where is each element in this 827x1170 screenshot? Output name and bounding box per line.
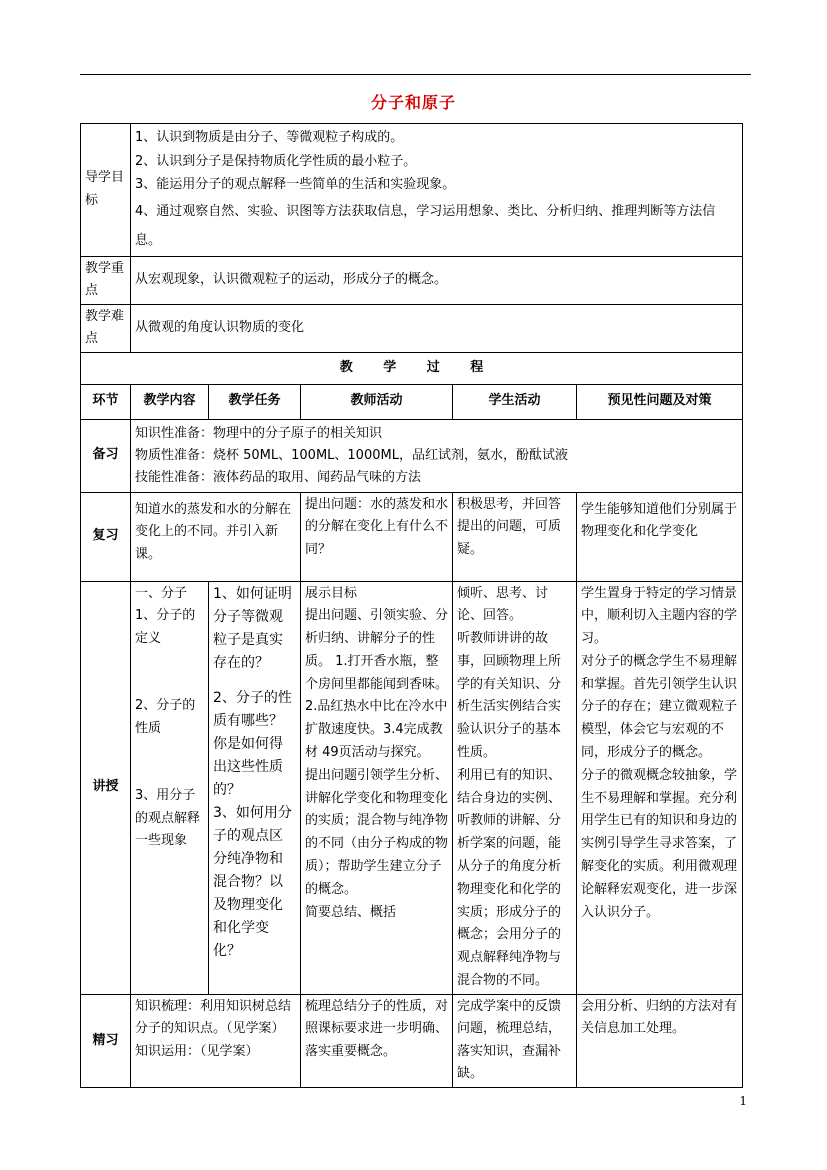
lesson-plan-table [80,123,743,1088]
goals-cell [131,124,743,257]
teach-tasks [209,581,301,994]
practice-student: 完成学案中的反馈问题，梳理总结，落实知识，查漏补缺。 [453,994,577,1087]
goals-row [81,124,743,257]
process-title-row [81,352,743,384]
key-row [81,256,743,304]
column-header: 教学任务 [209,384,301,419]
teach-content [131,581,209,994]
review-strategy: 学生能够知道他们分别属于物理变化和化学变化 [577,492,743,581]
stage-label: 讲授 [81,581,131,994]
student-item: 听教师讲讲的故事，回顾物理上所学的有关知识、分析生活实例结合实验认识分子的基本性质。 [457,631,562,761]
strategy-item: 对分子的概念学生不易理解和掌握。首先引领学生认识分子的存在；建立微观粒子模型，体会它与宏观的不同，形成分子的概念。 [581,653,738,761]
content-item: 1、分子的定义 [135,608,196,646]
teacher-item: 提出问题、引领实验、分析归纳、讲解分子的性质。 1.打开香水瓶，整个房间里都能闻到香味。 [305,608,449,692]
practice-row [81,994,743,1087]
goal-item: 1、认识到物质是由分子、等微观粒子构成的。 [135,130,404,145]
task-item: 1、如何证明分子等微观粒子是真实存在的？ [213,585,292,671]
review-teacher: 提出问题：水的蒸发和水的分解在变化上有什么不同？ [301,492,453,581]
teacher-item: 提出问题引领学生分析、讲解化学变化和物理变化的实质；混合物与纯净物的不同（由分子构成的物质）；帮助学生建立分子的概念。 [305,767,449,897]
teacher-item: 简要总结、概括 [305,904,397,920]
task-item: 2、分子的性质有哪些？你是如何得出这些性质的？ [213,689,292,798]
stage-label: 精习 [81,994,131,1087]
column-header: 预见性问题及对策 [577,384,743,419]
goal-item: 3、能运用分子的观点解释一些简单的生活和实验现象。 [135,177,456,192]
teacher-item: 展示目标 [305,585,358,601]
difficulty-row [81,304,743,352]
review-student: 积极思考，并回答提出的问题，可质疑。 [453,492,577,581]
page-title: 分子和原子 [370,93,456,112]
goal-item: 2、认识到分子是保持物质化学性质的最小粒子。 [135,153,417,169]
page-number: 1 [739,1094,747,1108]
key-label: 教学重点 [81,256,131,304]
prep-line: 知识性准备：物理中的分子原子的相关知识 [135,425,383,441]
process-title: 教 学 过 程 [81,352,743,384]
task-item: 3、如何用分子的观点区分纯净物和混合物？以及物理变化和化学变化？ [213,804,292,959]
header-rule [80,74,751,75]
content-item: 3、用分子的观点解释一些现象 [135,788,201,848]
stage-label: 备习 [81,419,131,492]
teach-student [453,581,577,994]
prep-line: 物质性准备：烧杯 50ML、100ML、1000ML，品红试剂，氨水，酚酞试液 [135,447,568,463]
column-header: 环节 [81,384,131,419]
strategy-item: 学生置身于特定的学习情景中，顺利切入主题内容的学习。 [581,585,738,647]
prep-cell [131,419,743,492]
practice-teacher: 梳理总结分子的性质，对照课标要求进一步明确、落实重要概念。 [301,994,453,1087]
column-header: 教学内容 [131,384,209,419]
teach-strategy [577,581,743,994]
content-heading: 一、分子 [135,585,188,601]
content-item: 2、分子的性质 [135,698,196,736]
prep-line: 技能性准备：液体药品的取用、闻药品气味的方法 [135,469,422,485]
practice-item: 知识运用：（见学案） [135,1043,259,1059]
difficulty-text: 从微观的角度认识物质的变化 [131,304,743,352]
goals-label: 导学目标 [81,124,131,257]
stage-label: 复习 [81,492,131,581]
review-row [81,492,743,581]
teacher-item: 2.品红热水中比在冷水中扩散速度快。3.4完成教材 49页活动与探究。 [305,699,448,761]
strategy-item: 分子的微观概念较抽象，学生不易理解和掌握。充分利用学生已有的知识和身边的实例引导学生寻求答案，了解变化的实质。利用微观理论解释宏观变化，进一步深入认识分子。 [581,767,738,920]
teach-row [81,581,743,994]
practice-strategy: 会用分析、归纳的方法对有关信息加工处理。 [577,994,743,1087]
practice-content [131,994,301,1087]
practice-item: 知识梳理：利用知识树总结分子的知识点。（见学案） [135,998,292,1037]
column-header-row [81,384,743,419]
key-text: 从宏观现象，认识微观粒子的运动，形成分子的概念。 [131,256,743,304]
review-content: 知道水的蒸发和水的分解在变化上的不同。并引入新课。 [131,492,301,581]
column-header: 学生活动 [453,384,577,419]
goal-item: 4、通过观察自然、实验、识图等方法获取信息，学习运用想象、类比、分析归纳、推理判断等方法信息。 [135,203,716,248]
student-item: 利用已有的知识、结合身边的实例、听教师的讲解、分析学案的问题，能从分子的角度分析物理变化和化学的实质；形成分子的概念；会用分子的观点解释纯净物与混合物的不同。 [457,767,562,989]
difficulty-label: 教学难点 [81,304,131,352]
prep-row [81,419,743,492]
student-item: 倾听、思考、讨论、回答。 [457,585,549,624]
column-header: 教师活动 [301,384,453,419]
teach-teacher [301,581,453,994]
